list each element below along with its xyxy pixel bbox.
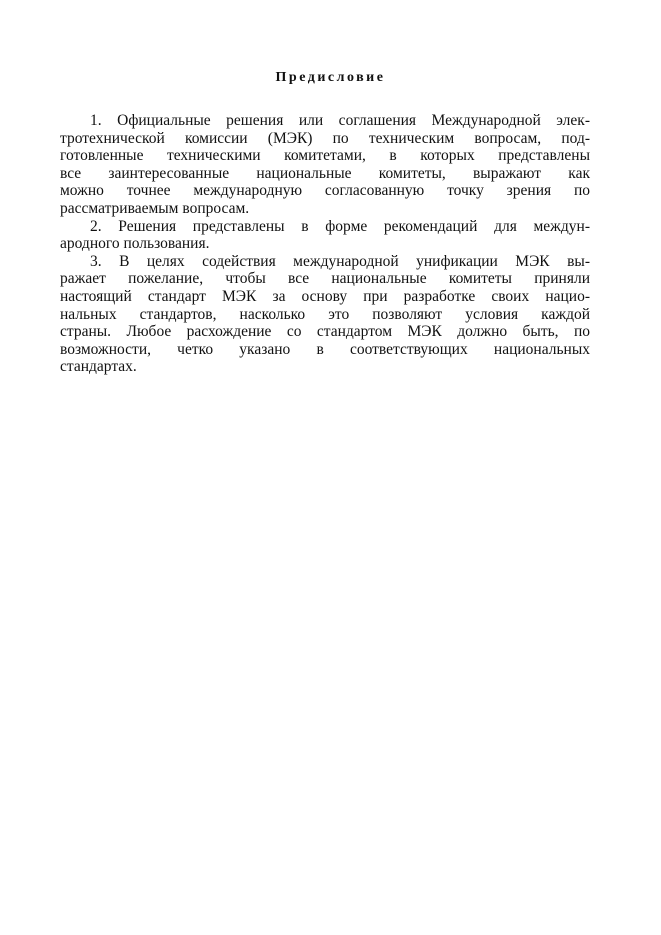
- text-line: можно точнее международную согласованную точку зрения по: [60, 182, 590, 200]
- text-line: страны. Любое расхождение со стандартом МЭК должно быть, по: [60, 323, 590, 341]
- page-title: Предисловие: [275, 70, 386, 85]
- text-line: ародного пользования.: [60, 235, 210, 253]
- text-line: возможности, четко указано в соответствующих национальных: [60, 340, 590, 358]
- text-line: 1. Официальные решения или соглашения Международной элек-: [90, 112, 590, 129]
- text-line: тротехнической комиссии (МЭК) по техническим вопросам, под-: [60, 129, 590, 147]
- paragraph-3: [60, 253, 590, 376]
- text-line: все заинтересованные национальные комитеты, выражают как: [60, 164, 590, 182]
- preface-body: [60, 112, 590, 376]
- text-line: 2. Решения представлены в форме рекомендаций для междун-: [90, 217, 590, 235]
- text-line: нальных стандартов, насколько это позволяют условия каждой: [60, 305, 590, 323]
- text-line: готовленные техническими комитетами, в которых представлены: [60, 147, 590, 165]
- text-line: настоящий стандарт МЭК за основу при разработке своих нацио-: [60, 287, 590, 305]
- text-line: 3. В целях содействия международной унификации МЭК вы-: [90, 252, 590, 270]
- text-line: рассматриваемым вопросам.: [60, 199, 250, 217]
- text-line: стандартах.: [60, 358, 137, 376]
- paragraph-2: [60, 218, 590, 253]
- paragraph-1: [60, 112, 590, 218]
- text-line: ражает пожелание, чтобы все национальные комитеты приняли: [60, 270, 590, 288]
